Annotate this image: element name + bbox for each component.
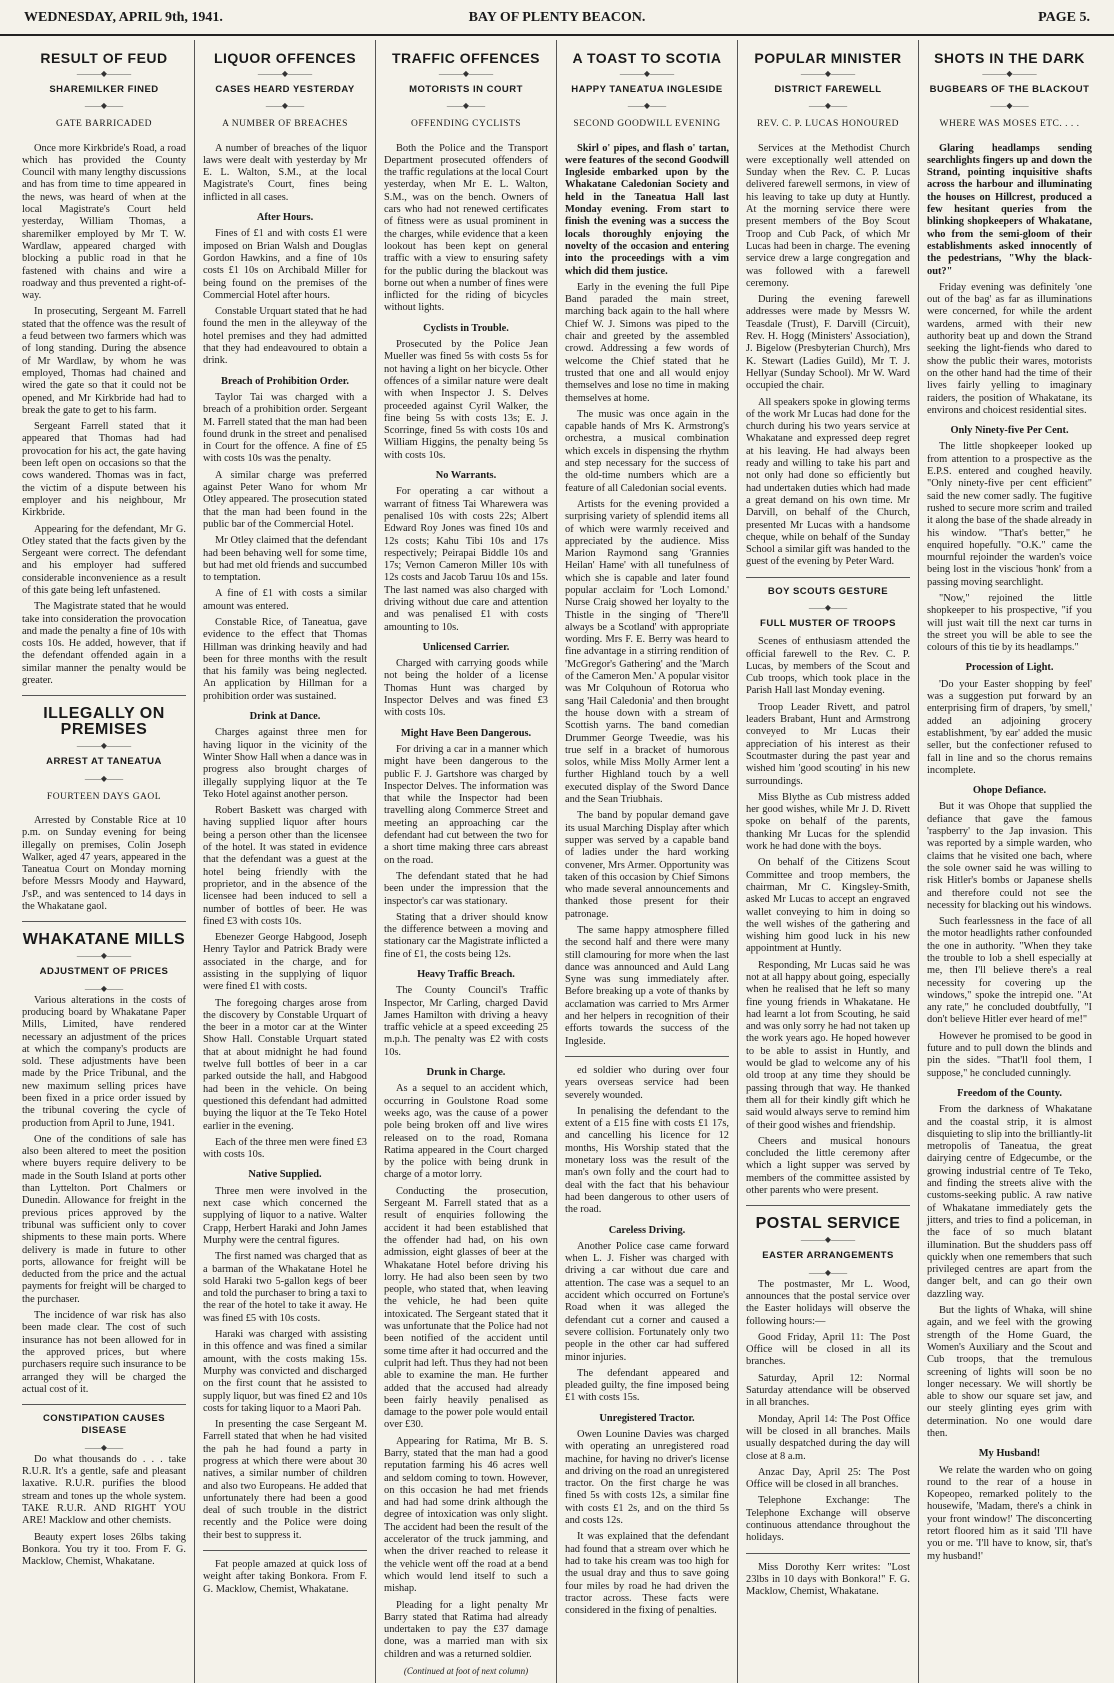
paragraph: Anzac Day, April 25: The Post Office will be closed in all branches.	[746, 1466, 910, 1491]
rule-ornament: ——◆——	[446, 101, 486, 111]
paragraph: The incidence of war risk has also been made clear. The cost of such insurance has not been allowed for in the approved prices, but where purchasers require such insurance to be arranged they will be charged the actual cost of it.	[22, 1310, 186, 1395]
paragraph: From the darkness of Whakatane and the coastal strip, it is almost disquieting to slip into the brilliantly-lit metropolis of Taneatua, the great dairying centre of Edgecumbe, or the growing industrial centre of Te Teko, and finding the streets alive with the customs-seeking public. A raw native of Whakatane immediately gets the jitters, and tries to find a policeman, in the face of so much blatant illumination. But the shudders pass off quickly when one remembers that such privileged centres are apart from the danger belt, and can go their own dazzling way.	[927, 1104, 1092, 1300]
paragraph: Stating that a driver should know the difference between a moving and stationary car the Magistrate inflicted a fine of £1, the costs being 12s.	[384, 911, 548, 960]
crosshead: My Husband!	[978, 1448, 1041, 1460]
paragraph: The postmaster, Mr L. Wood, announces that the postal service over the Easter holidays will observe the following hours:—	[746, 1278, 910, 1327]
paragraph: We relate the warden who on going round to the rear of a house in Kopeopeo, remarked politely to the housewife, 'Madam, there's a chink in your front window!' The disconcerting retort floored him as it said 'I'll have you or me. 'I'll have to know, sir, that's my husband!'	[927, 1464, 1092, 1562]
paragraph: But the lights of Whaka, will shine again, and we feel with the growing strength of the Home Guard, the Women's Auxiliary and the Scout and Cub troops, that the tremulous screening of lights will soon be no longer necessary. We will shortly be able to show our square set jaw, and our steely glinting eyes grim with determination. No one would dare then.	[927, 1305, 1092, 1439]
issue-date: WEDNESDAY, APRIL 9th, 1941.	[24, 10, 223, 25]
paragraph: A similar charge was preferred against Peter Wano for whom Mr Otley appeared. The prosecution stated that the man had been found in the public bar of the Commercial Hotel.	[203, 469, 367, 530]
paragraph: Conducting the prosecution, Sergeant M. Farrell stated that as a result of enquiries following the accident it had been established that the offender had had, on his own admission, eight glasses of beer at the Whakatane Hotel before driving his lorry. He had also been seen by two people, who stated that, when leaving the vehicle, he had been quite intoxicated. The Sergeant stated that it was unfortunate that the Police had not been notified of the accident until some time after it had occurred and the culprit had left. Thus they had not been able to examine the man. He further added that the accused had already been fairly heavily penalised as damage to the power pole would entail over £30.	[384, 1185, 548, 1431]
paragraph: Sergeant Farrell stated that it appeared that Thomas had had provocation for his act, the gate having been left open on occasions so that the cows wandered. Thomas was in fact, the victim of a dispute between his employer and his neighbour, Mr Kirkbride.	[22, 421, 186, 519]
advert-constipation	[22, 1413, 186, 1568]
crosshead: After Hours.	[256, 212, 314, 224]
paragraph: The music was once again in the capable hands of Mrs K. Armstrong's orchestra, a musical combination which excels in dispensing the rhythm and step necessary for the success of the old-time numbers which are a feature of all Caledonian social events.	[565, 408, 729, 494]
paragraph: Arrested by Constable Rice at 10 p.m. on Sunday evening for being illegally on premises, Colin Joseph Walker, aged 47 years, appeared in the Taneatua Court on Monday morning before Messrs Moody and Hayward, J'sP., and was sentenced to 14 days in the Whakatane gaol.	[22, 814, 186, 913]
crosshead: Unlicensed Carrier.	[422, 641, 510, 653]
rule-ornament: ———◆———	[257, 69, 313, 78]
crosshead: Only Ninety-five Per Cent.	[950, 425, 1069, 437]
crosshead: Procession of Light.	[965, 662, 1054, 674]
paragraph: ed soldier who during over four years overseas service had been severely wounded.	[565, 1064, 729, 1101]
article-boy-scouts	[746, 586, 910, 1198]
rule-ornament: ———◆———	[76, 741, 132, 751]
paragraph: Saturday, April 12: Normal Saturday attendance will be observed in all branches.	[746, 1372, 910, 1409]
paragraph: "Now," rejoined the little shopkeeper to his prospective, "if you will just wait till the next car turns in the street you will be able to see the colours of this tie by its headlamps."	[927, 592, 1092, 654]
rule-ornament: ——◆——	[84, 1442, 124, 1452]
paragraph: Owen Lounine Davies was charged with operating an unregistered road machine, for having no driver's license and driving on the road an unregistered tractor. On the first charge he was fined 5s with costs 12s, a similar fine with costs £1 2s, and on the third 5s and costs 12s.	[565, 1428, 729, 1527]
divider	[203, 1550, 367, 1551]
rule-ornament: ———◆———	[76, 69, 132, 78]
subhead: CASES HEARD YESTERDAY	[215, 84, 355, 95]
subhead: ADJUSTMENT OF PRICES	[39, 966, 169, 978]
paragraph: The foregoing charges arose from the discovery by Constable Urquart of the beer in a motor car at the Winter Show Hall. Constable Urquart stated that at about midnight he had found twelve full bottles of beer in a car parked outside the hall, and Habgood had been in the vehicle. On being questioned this defendant had admitted buying the liquor at the Te Teko Hotel earlier in the evening.	[203, 997, 367, 1132]
paragraph: The County Council's Traffic Inspector, Mr Carling, charged David James Hamilton with driving a heavy traffic vehicle at a speed exceeding 25 m.p.h. The penalty was £2 with costs 10s.	[384, 985, 548, 1058]
paragraph: Taylor Tai was charged with a breach of a prohibition order. Sergeant M. Farrell stated that the man had been found drunk in the street and penalised in Court for the offence. A fine of £5 with costs 10s was the penalty.	[203, 391, 367, 465]
rule-ornament: ——◆——	[990, 101, 1029, 111]
masthead	[0, 0, 1114, 36]
crosshead: Ohope Defiance.	[972, 785, 1047, 797]
paragraph: 'Do your Easter shopping by feel' was a suggestion put forward by an enterprising firm of drapers, 'by smell,' added an adjoining grocery establishment, 'by ear' added the music seller, but the confectioner refused to fall in line and so the chorus remains incomplete.	[927, 678, 1092, 776]
headline: RESULT OF FEUD	[40, 50, 168, 66]
crosshead: Unregistered Tractor.	[599, 1412, 695, 1424]
paragraph: Good Friday, April 11: The Post Office will be closed in all its branches.	[746, 1331, 910, 1368]
headline: POSTAL SERVICE	[755, 1215, 901, 1233]
paragraph: A number of breaches of the liquor laws were dealt with yesterday by Mr E. L. Walton, S.M., at the local Magistrate's Court, fines being inflicted in all cases.	[203, 142, 367, 203]
crosshead: Cyclists in Trouble.	[423, 322, 509, 334]
paragraph: The defendant stated that he had been under the impression that the inspector's car was stationary.	[384, 870, 548, 907]
headline: ILLEGALLY ON PREMISES	[43, 705, 165, 739]
paragraph: Mr Otley claimed that the defendant had been behaving well for some time, but had met old friends and succumbed to temptation.	[203, 535, 367, 584]
paragraph: Both the Police and the Transport Department prosecuted offenders of the traffic regulations at the local Court yesterday, when Mr E. L. Walton, S.M., was on the bench. Owners of cars who had not renewed certificates of fitness were as usual prominent in the charges, while evidence that a keen lookout has been kept on general traffic with a view to ensuring safety for the public during the blackout was borne out when a number of fines were inflicted for the riding of bicycles without lights.	[384, 142, 548, 314]
paragraph: Early in the evening the full Pipe Band paraded the main street, marching back again to the hall where Chief W. J. Simons was piped to the chair and greeted by the assembled crowd. Addressing a few words of welcome the Chief stated that he trusted that one and all would enjoy themselves and lose no time in making themselves at home.	[565, 281, 729, 404]
advert-bonkora: Fat people amazed at quick loss of weight after taking Bonkora. From F. G. Macklow, Chemist, Whakatane.	[203, 1559, 367, 1595]
paragraph: The Magistrate stated that he would take into consideration the provocation and made the penalty a fine of 10s with costs 10s. He added, however, that if the defendant offended again in a similar manner the penalty would be greater.	[22, 601, 186, 687]
rule-ornament: ——◆——	[808, 101, 848, 111]
paper-title: BAY OF PLENTY BEACON.	[468, 10, 646, 25]
paragraph: The defendant appeared and pleaded guilty, the fine imposed being £1 with costs 15s.	[565, 1367, 729, 1404]
continued-note: (Continued at foot of next column)	[403, 1666, 529, 1677]
subhead: EASTER ARRANGEMENTS	[762, 1250, 894, 1262]
paragraph: Scenes of enthusiasm attended the official farewell to the Rev. C. P. Lucas, by members of the Scout and Cub troops, which took place in the Parish Hall last Monday evening.	[746, 636, 910, 697]
crosshead: Heavy Traffic Breach.	[417, 969, 515, 980]
divider	[746, 1205, 910, 1206]
paragraph: Robert Baskett was charged with having supplied liquor after hours being a person other than the licensee of the hotel. It was stated in evidence that the defendant was a guest at the hotel being friendly with the proprietor, and in the absence of the licensee had been induced to sell a number of bottles of beer. He was fined £3 with costs 10s.	[203, 805, 367, 927]
column-2	[195, 40, 376, 1683]
headline: BOY SCOUTS GESTURE	[767, 585, 889, 597]
paragraph: It was explained that the defendant had found that a stream over which he had to take his cream was too high for the usual dray and thus to save going four miles by road he had driven the tractor across. These facts were considered in the fixing of penalties.	[565, 1531, 729, 1617]
paragraph: Do what thousands do . . . take R.U.R. It's a gentle, safe and pleasant laxative. R.U.R. purifies the blood stream and tones up the whole system. TAKE R.U.R. AND RIGHT YOU ARE! Macklow and other chemists.	[22, 1453, 186, 1527]
column-5	[738, 40, 919, 1683]
paragraph: Responding, Mr Lucas said he was not at all happy about going, especially when he realised that he left so many fine young friends in Whakatane. He had learnt a lot from Scouting, he said and was only sorry he had not taken up the work years ago. He hoped however to be able to assist in Huntly, and would be glad to welcome any of his old troop at any time they should be passing through that way. He thanked them all for their kindly gift which he said would always serve to remind him of their good wishes and friendship.	[746, 959, 910, 1131]
lead-paragraph: Skirl o' pipes, and flash o' tartan, were features of the second Goodwill Ingleside embarked upon by the Whakatane Caledonian Society and held in the Taneatua Hall last Monday evening. From start to finish the evening was a success the locals thoroughly enjoying the novelty of the occasion and entering into the proceedings with a vim which did them justice.	[565, 142, 729, 277]
rule-ornament: ———◆———	[438, 69, 494, 78]
article-result-of-feud	[22, 50, 186, 687]
article-whakatane-mills	[22, 932, 186, 1396]
paragraph: During the evening farewell addresses were made by Messrs W. Teasdale (Trust), F. Darvill (Circuit), Rev. H. Hogg (Ministers' Association), J. Bigelow (Presbyterian Church), Mrs K. Stewart (Ladies Guild), Mr T. J. Hellyar (Sunday School). Mr W. Ward occupied the chair.	[746, 294, 910, 392]
subhead-2: WHERE WAS MOSES ETC. . . .	[939, 119, 1080, 130]
column-4	[557, 40, 738, 1683]
advert-bonkora: Miss Dorothy Kerr writes: "Lost 23lbs in 10 days with Bonkora!" F. G. Macklow, Chemist, Whakatane.	[746, 1561, 910, 1598]
paragraph: Pleading for a light penalty Mr Barry stated that Ratima had already undertaken to pay the £37 damage done, was a married man with six children and was a returned soldier.	[384, 1599, 548, 1660]
divider	[22, 921, 186, 922]
subhead: DISTRICT FAREWELL	[774, 84, 882, 95]
headline: A TOAST TO SCOTIA	[572, 50, 722, 66]
newspaper-columns	[14, 40, 1100, 1677]
headline: TRAFFIC OFFENCES	[392, 50, 540, 66]
paragraph: Charges against three men for having liquor in the vicinity of the Winter Show Hall when a dance was in progress also brought charges of illegally supplying liquor at the Te Teko Hotel against another person.	[203, 727, 367, 800]
rule-ornament: ——◆——	[84, 773, 124, 783]
column-6	[919, 40, 1100, 1683]
paragraph: Constable Urquart stated that he had found the men in the alleyway of the hotel premises and they had admitted that they had endeavoured to obtain a drink.	[203, 306, 367, 367]
article-shots-in-the-dark	[927, 50, 1092, 1563]
paragraph: Constable Rice, of Taneatua, gave evidence to the effect that Thomas Hillman was drinking heavily and had been for three months with the result that his family was being neglected. An application by Hillman for a prohibition order was sustained.	[203, 616, 367, 702]
subhead: SHAREMILKER FINED	[49, 84, 159, 95]
paragraph: Appearing for the defendant, Mr G. Otley stated that the facts given by the Sergeant were correct. The defendant and his employer had suffered considerable inconvenience as a result of this gate being left unfastened.	[22, 523, 186, 596]
divider	[22, 1404, 186, 1405]
paragraph: Three men were involved in the next case which concerned the supplying of liquor to a native. Walter Crapp, Herbert Haraki and John James Murphy were the central figures.	[203, 1185, 367, 1246]
paragraph: However he promised to be good in future and to pull down the blinds and pin the sides. "That'll fool them, I suppose," he concluded cunningly.	[927, 1030, 1092, 1079]
paragraph: Ebenezer George Habgood, Joseph Henry Taylor and Patrick Brady were associated in the charge, and for assisting in the supplying of liquor were fined £1 with costs.	[203, 932, 367, 993]
paragraph: Charged with carrying goods while not being the holder of a license Thomas Hunt was charged by Inspector Delves and was fined £3 with costs 10s.	[384, 658, 548, 719]
subhead-2: A NUMBER OF BREACHES	[222, 119, 348, 130]
paragraph: On behalf of the Citizens Scout Committee and troop members, the chairman, Mr C. Kingsley-Smith, asked Mr Lucas to accept an engraved wallet conveying to him in doing so the well wishes of the gathering and wishing him good luck in his new appointment at Huntly.	[746, 857, 910, 955]
rule-ornament: ———◆———	[800, 69, 856, 78]
paragraph: In penalising the defendant to the extent of a £15 fine with costs £1 17s, and cancelling his licence for 12 months, His Worship stated that the monetary loss was the result of the man's own folly and the court had to deal with the fact that his behaviour had been dangerous to other users of the road.	[565, 1105, 729, 1216]
paragraph: Haraki was charged with assisting in this offence and was fined a similar amount, with the costs making 15s. Murphy was convicted and discharged on the first count that he assisted to supply liquor, but was fined £2 and 10s costs for taking liquor to a Maori Pah.	[203, 1329, 367, 1414]
paragraph: Fines of £1 and with costs £1 were imposed on Brian Walsh and Douglas Gordon Hawkins, and a fine of 10s costs £1 10s on Archibald Miller for being found on the premises of the Commercial Hotel after hours.	[203, 228, 367, 301]
paragraph: In prosecuting, Sergeant M. Farrell stated that the offence was the result of a feud between two farmers which was of long standing. During the absence of Mr Wardlaw, by whom he was employed, Thomas had chained and wired the gate so that it could not be opened, and Mr Kirkbride had had to break the gate to get to his farm.	[22, 306, 186, 416]
paragraph: The band by popular demand gave its usual Marching Display after which supper was served by a capable band of ladies under the hard working convener, Mrs Armer. Opportunity was taken of this occasion by Chief Simons who made several announcements and thanked those present for their patronage.	[565, 810, 729, 920]
divider	[746, 1553, 910, 1554]
column-1	[14, 40, 195, 1683]
rule-ornament: ——◆——	[627, 101, 667, 111]
subhead: MOTORISTS IN COURT	[409, 84, 523, 95]
crosshead: Drunk in Charge.	[426, 1067, 506, 1079]
article-toast-to-scotia	[565, 50, 729, 1048]
paragraph: Each of the three men were fined £3 with costs 10s.	[203, 1136, 367, 1161]
paragraph: Monday, April 14: The Post Office will be closed in all branches. Mails usually despatched during the day will close at 8 a.m.	[746, 1413, 910, 1462]
crosshead: Native Supplied.	[248, 1169, 322, 1181]
paragraph: The little shopkeeper looked up from attention to a prospective as the E.P.S. entered and coughed heavily. "Only ninety-five per cent efficient" said the new comer sadly. The fugitive rushed to secure more scrim and trailed it along the base of the shade already in his window. "That's better," he enquired hopefully. "O.K." came the mournful rejoinder the warden's voice being lost in the viscious 'honk' from a passing moving searchlight.	[927, 441, 1092, 588]
crosshead: Breach of Prohibition Order.	[221, 375, 349, 387]
headline: POPULAR MINISTER	[754, 50, 902, 66]
paragraph: Troop Leader Rivett, and patrol leaders Brabant, Hunt and Armstrong conveyed to Mr Lucas their appreciation of his interest as their Scoutmaster during the past year and wished him 'good scouting' in his new surroundings.	[746, 701, 910, 787]
divider	[565, 1056, 729, 1057]
paragraph: Once more Kirkbride's Road, a road which has provided the County Council with many lengthy discussions and has from time to time appeared in the news, was heard of when at the local Magistrate's Court held yesterday, William Thomas, a sharemilker employed by Mr T. W. Wardlaw, appeared charged with blocking a public road in that he fastened with chains and wire a roadway and thus prevented a right-of-way.	[22, 142, 186, 302]
crosshead: Drink at Dance.	[249, 711, 321, 723]
paragraph: Artists for the evening provided a surprising variety of splendid items all of which were warmly received and appreciated by the audience. Miss Marion Raymond sang 'Grannies Heilan' Hame' with all tunefulness of which she is capable and later found popular acclaim for 'Loch Lomond.' Nurse Craig showed her loyalty to the Thistle in the singing of 'There'll always be a Scotland' with appropriate wording. Mrs F. E. Berry was heard to fine advantage in a stirring rendition of 'McGregor's Gathering' and the 'March of the Cameron Men.' A popular visitor was Mr Colquhoun of Rotorua who sang 'Hail Caledonia' and then brought the house down with a stream of Scottish yarns. The band comedian Drummer George Tweedie, was his true self in a bracket of humorous solos, while Miss Molly Armer lent a further Highland touch by a well executed display of the Sword Dance and the Sean Triubhais.	[565, 498, 729, 806]
headline: SHOTS IN THE DARK	[934, 50, 1085, 66]
page-number: PAGE 5.	[1038, 10, 1090, 25]
rule-ornament: ———◆———	[76, 951, 132, 961]
paragraph: A fine of £1 with costs a similar amount was entered.	[203, 588, 367, 612]
article-liquor-offences	[203, 50, 367, 1542]
rule-ornament: ——◆——	[265, 101, 305, 111]
crosshead: No Warrants.	[435, 470, 497, 482]
paragraph: The first named was charged that as a barman of the Whakatane Hotel he sold Haraki two 5-gallon kegs of beer and told the purchaser to bring a taxi to the rear of the hotel to take it away. He was fined £5 with 10s costs.	[203, 1251, 367, 1324]
subhead: BUGBEARS OF THE BLACKOUT	[929, 84, 1090, 95]
article-illegally-on-premises	[22, 706, 186, 913]
paragraph: As a sequel to an accident which, occurring in Goulstone Road some weeks ago, was the cause of a power pole being broken off and live wires released on to the road, Romana Ratima appeared in the Court charged by the police with being drunk in charge of a motor lorry.	[384, 1083, 548, 1181]
paragraph: For operating a car without a warrant of fitness Tai Wharewera was penalised 10s with costs 22s; Albert Edward Roy Jones was fined 10s and 12s costs; Kahu Tibi 10s and 17s respectively; Peirapai Biddle 10s and 17s; Vernon Cameron Miller 10s with 12s costs and Jacob Taruu 10s and 15s. The last named was also charged with driving without due care and attention and was penalised £1 with costs amounting to 10s.	[384, 486, 548, 633]
subhead-2: REV. C. P. LUCAS HONOURED	[757, 119, 899, 130]
article-postal-service	[746, 1216, 910, 1598]
subhead: HAPPY TANEATUA INGLESIDE	[571, 84, 723, 95]
headline: LIQUOR OFFENCES	[213, 50, 357, 66]
paragraph: Prosecuted by the Police Jean Mueller was fined 5s with costs 5s for not having a light on her bicycle. Other offences of a similar nature were dealt with when Inspector J. S. Delves proceeded against Cyril Walker, the fine being 5s with costs 13s; E. J. Scorringe, fined 5s with costs 10s and William Higgins, the penalty being 5s with costs 10s.	[384, 339, 548, 461]
subhead-2: SECOND GOODWILL EVENING	[573, 119, 721, 130]
paragraph: Beauty expert loses 26lbs taking Bonkora. You try it too. From F. G. Macklow, Chemist, Whakatane.	[22, 1531, 186, 1568]
column-3	[376, 40, 557, 1683]
subhead: ARREST AT TANEATUA	[46, 756, 162, 768]
paragraph: All speakers spoke in glowing terms of the work Mr Lucas had done for the church during his two years service at Whakatane and expressed deep regret at his leaving. He had always been ready and willing to take his part and not only had done so efficiently but had undertaken duties which had made a great demand on his own time. Mr Darvill, on behalf of the Church, presented Mr Lucas with a handsome cheque, while on behalf of the Sunday School a similar gift was handed to the guest of the evening by Peter Ward.	[746, 396, 910, 568]
paragraph: Services at the Methodist Church were exceptionally well attended on Sunday when the Rev. C. P. Lucas delivered farewell sermons, in view of his leaving to take up duty at Huntly. At the morning service there were present members of the Boy Scout Troop and Cub Pack, of which Mr Lucas had been in charge. The evening service drew a large congregation and was followed with a farewell ceremony.	[746, 142, 910, 289]
rule-ornament: ———◆———	[982, 69, 1037, 78]
paragraph: Friday evening was definitely 'one out of the bag' as far as illuminations were concerned, for while the ardent wardens, armed with their new authority beat up and down the Strand seeking the light-fiends who dared to show the public their wares, motorists on the other hand had the time of their lives fairly yelling to imaginary raiders, the position of Whakatane, its environs and choicest residential sites.	[927, 281, 1092, 416]
subhead: FULL MUSTER OF TROOPS	[760, 617, 896, 629]
crosshead: Might Have Been Dangerous.	[400, 727, 532, 739]
rule-ornament: ———◆———	[800, 1235, 856, 1245]
subhead-2: FOURTEEN DAYS GAOL	[46, 791, 162, 802]
paragraph: One of the conditions of sale has also been altered to meet the position where buyers require delivery to be made in the South Island at ports other than Lyttelton. Port Chalmers or Dunedin. Allowance for freight in the previous prices approved by the tribunal was sufficient only to cover shipments to these main ports. Where delivery is made in future to other ports, allowance for freight will be deducted from the price and the actual payments for freight will be charged to the purchaser.	[22, 1133, 186, 1305]
paragraph: Appearing for Ratima, Mr B. S. Barry, stated that the man had a good reputation farming his 46 acres well and seldom coming to town. However, on this occasion he had met friends and had had some drink although the degree of intoxication was only slight. The accident had been the result of the accelerator of the truck jamming, and when the driver reached to release it the vehicle went off the road at a bend which would lend itself to such a mishap.	[384, 1435, 548, 1595]
paragraph: But it was Ohope that supplied the defiance that gave the famous 'raspberry' to the Jap invasion. This was reported by a simple warden, who claims that he visited one bach, where the sole owner said he was willing to risk Hitler's bombs or Japanese shells and therefore could not see the necessity for blacking out his windows.	[927, 801, 1092, 911]
advert-title: CONSTIPATION CAUSES DISEASE	[42, 1413, 166, 1437]
rule-ornament: ——◆——	[84, 101, 124, 111]
article-traffic-offences	[384, 50, 548, 1677]
article-traffic-continued	[565, 1065, 729, 1617]
crosshead: Careless Driving.	[608, 1224, 686, 1236]
paragraph: Telephone Exchange: The Telephone Exchange will observe continuous attendance throughout the holidays.	[746, 1495, 910, 1544]
article-popular-minister	[746, 50, 910, 569]
paragraph: Such fearlessness in the face of all the motor headlights rather confounded the one in authority. "When they take the trouble to lob a shell especially at me, then I'll believe there's a real necessity for covering up the windows," spoke the intrepid one. "At any rate," he concluded doubtfully, "I don't believe Hitler ever heard of me!"	[927, 916, 1092, 1026]
headline: WHAKATANE MILLS	[22, 931, 186, 949]
paragraph: In presenting the case Sergeant M. Farrell stated that when he had visited the pah he had found a party in progress at which there were about 30 natives, a similar number of children and also two Europeans. He added that unfortunately there had been a good deal of such trouble in the district recently and the Police were doing their best to suppress it.	[203, 1419, 367, 1541]
rule-ornament: ———◆———	[619, 69, 675, 78]
paragraph: For driving a car in a manner which might have been dangerous to the public F. J. Gartshore was charged by Inspector Delves. The information was that while the Inspector had been travelling along Commerce Street and meeting an approaching car the defendant had cut between the two for a short time making three cars abreast on the road.	[384, 743, 548, 866]
rule-ornament: ——◆——	[84, 983, 124, 993]
rule-ornament: ——◆——	[808, 1267, 848, 1277]
paragraph: The same happy atmosphere filled the second half and there were many still clamouring for more when the last dance was announced and Auld Lang Syne was sung immediately after. Before breaking up a vote of thanks by acclamation was carried to Mrs Armer and her helpers in recognition of their efforts towards the success of the Ingleside.	[565, 925, 729, 1047]
divider	[22, 695, 186, 696]
lead-paragraph: Glaring headlamps sending searchlights fingers up and down the Strand, pointing inquisitive shafts across the harbour and illuminating the houses on Hillcrest, produced a few hesitant queries from the blinking shopkeepers of Whakatane, who from the semi-gloom of their establishments asked innocently of the pedestrians, "Why the black-out?"	[927, 142, 1092, 277]
rule-ornament: ——◆——	[808, 602, 848, 612]
paragraph: Cheers and musical honours concluded the little ceremony after which a light supper was served by members of the committee assisted by other parents who were present.	[746, 1135, 910, 1197]
subhead-2: GATE BARRICADED	[56, 119, 152, 130]
paragraph: Another Police case came forward when L. J. Fisher was charged with driving a car without due care and attention. The case was a sequel to an accident which occurred on Fortune's Road when it was alleged the defendant cut a corner and caused a severe collision. Fortunately only two people in the other car had suffered minor injuries.	[565, 1240, 729, 1363]
divider	[746, 577, 910, 578]
paragraph: Miss Blythe as Cub mistress added her good wishes, while Mr J. D. Rivett spoke on behalf of the parents, thanking Mr Lucas for the splendid work he had done with the boys.	[746, 791, 910, 853]
subhead-2: OFFENDING CYCLISTS	[410, 119, 522, 130]
crosshead: Freedom of the County.	[957, 1087, 1062, 1099]
paragraph: Various alterations in the costs of producing board by Whakatane Paper Mills, Limited, have rendered necessary an adjustment of the prices at which the company's products are sold. These adjustments have been made by the Price Tribunal, and the new maximum selling prices have been fixed in a price order issued by the tribunal covering the cycle of production from April to June, 1941.	[22, 994, 186, 1129]
